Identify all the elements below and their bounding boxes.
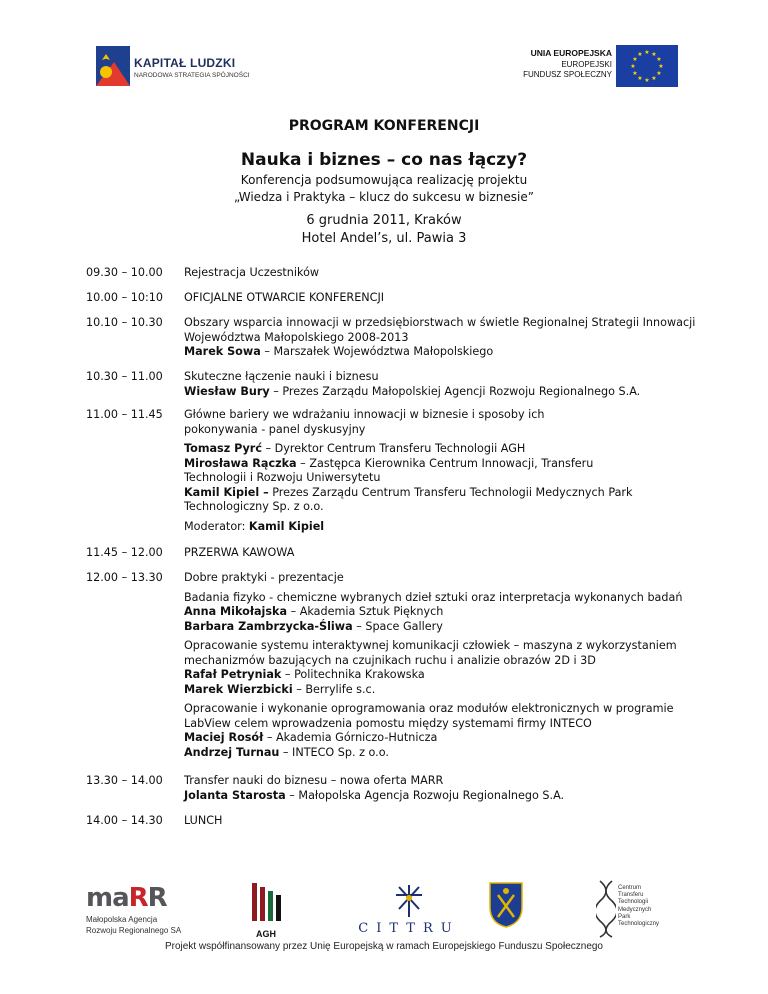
author-name: Marek Wierzbicki: [184, 682, 293, 696]
ue-line2: EUROPEJSKI: [561, 59, 612, 69]
ctt-line: Centrum: [618, 885, 642, 891]
kapital-ludzki-emblem-icon: [92, 42, 132, 90]
marr-logo: [86, 883, 206, 935]
agenda-speaker: [184, 385, 699, 400]
svg-text:★: ★: [644, 49, 650, 56]
ctt-line: Technologiczny: [618, 921, 660, 928]
svg-text:★: ★: [632, 56, 638, 63]
panelist: [184, 457, 699, 472]
presentation-topic: LabView celem wprowadzenia pomostu między systemami firmy INTECO: [184, 716, 592, 730]
panelist-role-cont: Technologiczny Sp. z o.o.: [184, 500, 324, 513]
conference-date: 6 grudnia 2011, Kraków: [306, 213, 462, 228]
agenda-speaker: [184, 345, 699, 360]
panelist-role: – Dyrektor Centrum Transferu Technologii AGH: [261, 442, 526, 455]
svg-text:★: ★: [651, 75, 657, 82]
uj-crest-icon: [488, 881, 524, 929]
partner-logos: [86, 875, 686, 945]
agenda-topic: OFICJALNE OTWARCIE KONFERENCJI: [184, 291, 385, 304]
presentation-author: [184, 620, 699, 635]
agenda-time: 12.00 – 13.30: [86, 571, 163, 584]
ue-line3: FUNDUSZ SPOŁECZNY: [523, 70, 612, 79]
agenda-time: 11.45 – 12.00: [86, 546, 163, 559]
author-org: – INTECO Sp. z o.o.: [279, 745, 389, 759]
panelist: [184, 486, 699, 501]
author-name: Anna Mikołajska: [184, 605, 288, 618]
agh-text: AGH: [256, 929, 276, 939]
agenda-topic: Skuteczne łączenie nauki i biznesu: [184, 370, 379, 383]
moderator: [184, 520, 699, 535]
speaker-role: – Prezes Zarządu Małopolskiej Agencji Rozwoju Regionalnego S.A.: [269, 384, 641, 398]
presentation-author: [184, 683, 699, 698]
agenda-time: 10.30 – 11.00: [86, 370, 163, 383]
author-name: Rafał Petryniak: [184, 668, 282, 681]
speaker-name: Jolanta Starosta: [184, 788, 286, 802]
svg-text:★: ★: [656, 56, 662, 63]
author-org: – Space Gallery: [352, 619, 443, 633]
author-org: – Akademia Sztuk Pięknych: [287, 605, 444, 618]
program-heading: PROGRAM KONFERENCJI: [288, 118, 480, 134]
cittru-text: CITTRU: [358, 921, 460, 936]
author-name: Andrzej Turnau: [184, 745, 280, 759]
svg-text:★: ★: [637, 75, 643, 82]
agenda-topic: pokonywania - panel dyskusyjny: [184, 422, 366, 436]
agenda-time: 14.00 – 14.30: [86, 814, 163, 827]
dna-helix-icon: [596, 879, 616, 939]
presentation-topic: Opracowanie i wykonanie oprogramowania oraz modułów elektronicznych w programie: [184, 702, 674, 715]
agenda-topic: Dobre praktyki - prezentacje: [184, 571, 344, 584]
author-org: – Akademia Górniczo-Hutnicza: [263, 731, 438, 744]
presentation-author: [184, 746, 699, 761]
svg-text:★: ★: [630, 63, 636, 70]
marr-wordmark-red: R: [128, 883, 148, 913]
presentation-author: [184, 668, 699, 683]
ctt-line: Transferu: [618, 892, 644, 899]
svg-text:★: ★: [637, 51, 643, 58]
panelist-role: Prezes Zarządu Centrum Transferu Technologii Medycznych Park: [268, 485, 633, 499]
kapital-ludzki-logo: [92, 42, 280, 90]
author-org: – Politechnika Krakowska: [281, 668, 425, 681]
svg-text:★: ★: [632, 70, 638, 77]
kapital-ludzki-subtitle: NARODOWA STRATEGIA SPÓJNOŚCI: [134, 72, 250, 79]
marr-line1: Małopolska Agencja: [86, 915, 158, 924]
conference-subtitle-2: „Wiedza i Praktyka – klucz do sukcesu w biznesie”: [234, 190, 534, 204]
svg-text:★: ★: [656, 70, 662, 77]
speaker-role: – Małopolska Agencja Rozwoju Regionalnego S.A.: [285, 788, 565, 802]
marr-wordmark-end: R: [147, 883, 167, 913]
moderator-label: Moderator:: [184, 519, 249, 533]
conference-subtitle-1: Konferencja podsumowująca realizację projektu: [240, 173, 528, 187]
kapital-ludzki-title: KAPITAŁ LUDZKI: [134, 56, 236, 70]
svg-text:★: ★: [651, 51, 657, 58]
eu-flag-icon: [616, 45, 678, 87]
moderator-name: Kamil Kipiel: [248, 519, 325, 533]
ctt-line: Technologii: [618, 899, 649, 906]
agenda-topic: PRZERWA KAWOWA: [184, 546, 295, 559]
agh-emblem-icon: [246, 879, 286, 927]
speaker-name: Marek Sowa: [184, 345, 261, 358]
presentation-topic: mechanizmów bazujących na czujnikach ruchu i analizie obrazów 2D i 3D: [184, 653, 596, 667]
panelist-name: Kamil Kipiel –: [184, 485, 269, 499]
marr-wordmark: [86, 883, 206, 913]
agenda-time: 09.30 – 10.00: [86, 266, 163, 279]
agenda-time: 10.00 – 10:10: [86, 291, 163, 304]
ue-text: [523, 48, 612, 81]
agenda-speaker: [184, 789, 699, 804]
conference-venue: Hotel Andel’s, ul. Pawia 3: [301, 231, 467, 246]
conference-title: Nauka i biznes – co nas łączy?: [240, 150, 528, 170]
ctt-line: Park: [618, 913, 631, 920]
marr-line2: Rozwoju Regionalnego SA: [86, 926, 182, 935]
agenda-topic: Obszary wsparcia innowacji w przedsiębiorstwach w świetle Regionalnej Strategii Innowacji: [184, 316, 696, 329]
cittru-logo: [344, 881, 474, 941]
svg-text:★: ★: [644, 77, 650, 84]
presentation-topic: Badania fizyko - chemiczne wybranych dzieł sztuki oraz interpretacja wykonanych badań: [184, 590, 683, 604]
ue-efs-logo: [486, 42, 678, 90]
panelist-role-cont: Technologii i Rozwoju Uniwersytetu: [184, 471, 381, 484]
agenda-topic: LUNCH: [184, 814, 223, 827]
panelist: [184, 442, 699, 457]
author-org: – Berrylife s.c.: [292, 682, 376, 696]
agenda-time: 10.10 – 10.30: [86, 316, 163, 329]
panelist-role: – Zastępca Kierownika Centrum Innowacji, Transferu: [296, 456, 594, 470]
presentation-author: [184, 731, 699, 746]
agenda-topic: Województwa Małopolskiego 2008-2013: [184, 330, 409, 344]
presentation-topic: Opracowanie systemu interaktywnej komunikacji człowiek – maszyna z wykorzystaniem: [184, 639, 677, 652]
marr-wordmark-start: ma: [86, 883, 129, 913]
agenda-topic: Rejestracja Uczestników: [184, 266, 320, 279]
cittru-star-icon: [344, 881, 474, 921]
speaker-role: – Marszałek Województwa Małopolskiego: [260, 345, 494, 358]
panelist-name: Tomasz Pyrć: [184, 442, 262, 455]
agh-logo: [246, 879, 286, 939]
cofinancing-note: Projekt współfinansowany przez Unię Europejską w ramach Europejskiego Funduszu Społecznego: [164, 941, 603, 952]
author-name: Maciej Rosół: [184, 731, 264, 744]
agenda-time: 13.30 – 14.00: [86, 774, 163, 787]
ctt-text: [618, 885, 659, 928]
ue-line1: UNIA EUROPEJSKA: [530, 48, 612, 58]
svg-text:★: ★: [658, 63, 664, 70]
agenda-topic: Główne bariery we wdrażaniu innowacji w biznesie i sposoby ich: [184, 408, 545, 421]
agenda-time: 11.00 – 11.45: [86, 408, 163, 421]
ctt-line: Medycznych: [618, 906, 652, 913]
agenda-topic: Transfer nauki do biznesu – nowa oferta MARR: [184, 774, 444, 787]
panelist-name: Mirosława Rączka: [184, 456, 297, 470]
author-name: Barbara Zambrzycka-Śliwa: [184, 619, 353, 633]
presentation-author: [184, 605, 699, 620]
ctt-logo: [596, 879, 686, 941]
speaker-name: Wiesław Bury: [184, 384, 270, 398]
